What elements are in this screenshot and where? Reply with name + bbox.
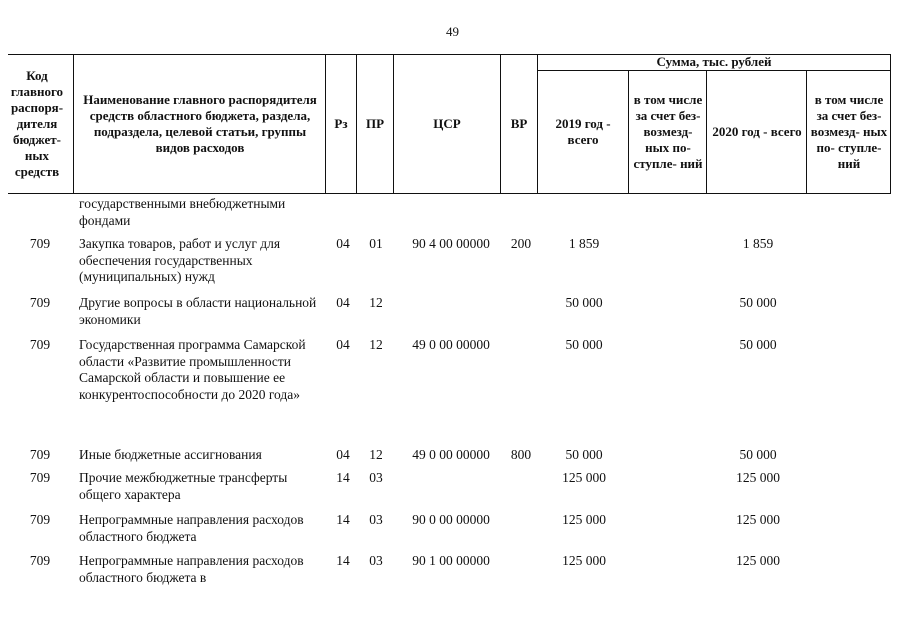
continuation-text: государственными внебюджетными фондами bbox=[79, 196, 286, 228]
row-pr: 01 bbox=[369, 236, 383, 251]
header-rz: Рз bbox=[334, 116, 348, 131]
row-name: Другие вопросы в области национальной экономики bbox=[79, 295, 317, 327]
row-sum-2020: 125 000 bbox=[736, 470, 780, 485]
row-csr: 49 0 00 00000 bbox=[412, 337, 490, 352]
row-rz: 04 bbox=[336, 447, 350, 462]
row-sum-2019: 125 000 bbox=[562, 470, 606, 485]
row-pr: 03 bbox=[369, 512, 383, 527]
row-sum-2020: 50 000 bbox=[739, 447, 777, 462]
row-sum-2019: 50 000 bbox=[565, 337, 603, 352]
row-name: Иные бюджетные ассигнования bbox=[79, 447, 262, 462]
row-code: 709 bbox=[29, 337, 51, 352]
row-csr: 90 1 00 00000 bbox=[412, 553, 490, 568]
row-code: 709 bbox=[29, 512, 51, 527]
row-pr: 12 bbox=[369, 447, 383, 462]
row-csr: 49 0 00 00000 bbox=[412, 447, 490, 462]
header-2019-total: 2019 год - всего bbox=[555, 116, 611, 147]
row-sum-2020: 50 000 bbox=[739, 295, 777, 310]
row-sum-2019: 1 859 bbox=[568, 236, 600, 251]
row-rz: 04 bbox=[336, 295, 350, 310]
row-code: 709 bbox=[29, 470, 51, 485]
row-vr: 200 bbox=[510, 236, 532, 251]
header-code: Код главного распоря- дителя бюджет- ных средств bbox=[10, 68, 64, 179]
header-2019-free: в том числе за счет без- возмезд- ных по- ступле- ний bbox=[633, 92, 703, 171]
header-csr: ЦСР bbox=[433, 116, 461, 131]
header-sum-group: Сумма, тыс. рублей bbox=[656, 54, 772, 69]
row-csr: 90 0 00 00000 bbox=[412, 512, 490, 527]
row-sum-2020: 125 000 bbox=[736, 512, 780, 527]
row-rz: 04 bbox=[336, 337, 350, 352]
row-pr: 12 bbox=[369, 295, 383, 310]
page-number: 49 bbox=[446, 24, 459, 39]
header-pr: ПР bbox=[365, 116, 385, 131]
row-sum-2019: 50 000 bbox=[565, 295, 603, 310]
row-rz: 14 bbox=[336, 470, 350, 485]
row-sum-2019: 125 000 bbox=[562, 553, 606, 568]
row-sum-2020: 1 859 bbox=[742, 236, 774, 251]
row-name: Непрограммные направления расходов областного бюджета в bbox=[79, 553, 304, 585]
row-sum-2019: 50 000 bbox=[565, 447, 603, 462]
row-code: 709 bbox=[29, 553, 51, 568]
row-pr: 12 bbox=[369, 337, 383, 352]
row-name: Прочие межбюджетные трансферты общего характера bbox=[79, 470, 288, 502]
row-sum-2020: 125 000 bbox=[736, 553, 780, 568]
row-pr: 03 bbox=[369, 470, 383, 485]
row-rz: 04 bbox=[336, 236, 350, 251]
header-2020-free: в том числе за счет без- возмезд- ных по- ступле- ний bbox=[810, 92, 888, 171]
row-rz: 14 bbox=[336, 512, 350, 527]
header-name: Наименование главного распорядителя средств областного бюджета, раздела, подраздела, целевой статьи, группы видов расходов bbox=[83, 92, 317, 155]
row-pr: 03 bbox=[369, 553, 383, 568]
row-csr: 90 4 00 00000 bbox=[412, 236, 490, 251]
row-code: 709 bbox=[29, 295, 51, 310]
header-vr: ВР bbox=[510, 116, 528, 131]
row-vr: 800 bbox=[510, 447, 532, 462]
header-2020-total: 2020 год - всего bbox=[712, 124, 802, 139]
row-code: 709 bbox=[29, 236, 51, 251]
row-name: Непрограммные направления расходов областного бюджета bbox=[79, 512, 304, 544]
row-sum-2019: 125 000 bbox=[562, 512, 606, 527]
row-name: Государственная программа Самарской области «Развитие промышленности Самарской области и повышение ее конкурентоспособности до 2020 года» bbox=[79, 337, 306, 402]
row-rz: 14 bbox=[336, 553, 350, 568]
row-name: Закупка товаров, работ и услуг для обеспечения государственных (муниципальных) нужд bbox=[79, 236, 281, 284]
row-sum-2020: 50 000 bbox=[739, 337, 777, 352]
row-code: 709 bbox=[29, 447, 51, 462]
